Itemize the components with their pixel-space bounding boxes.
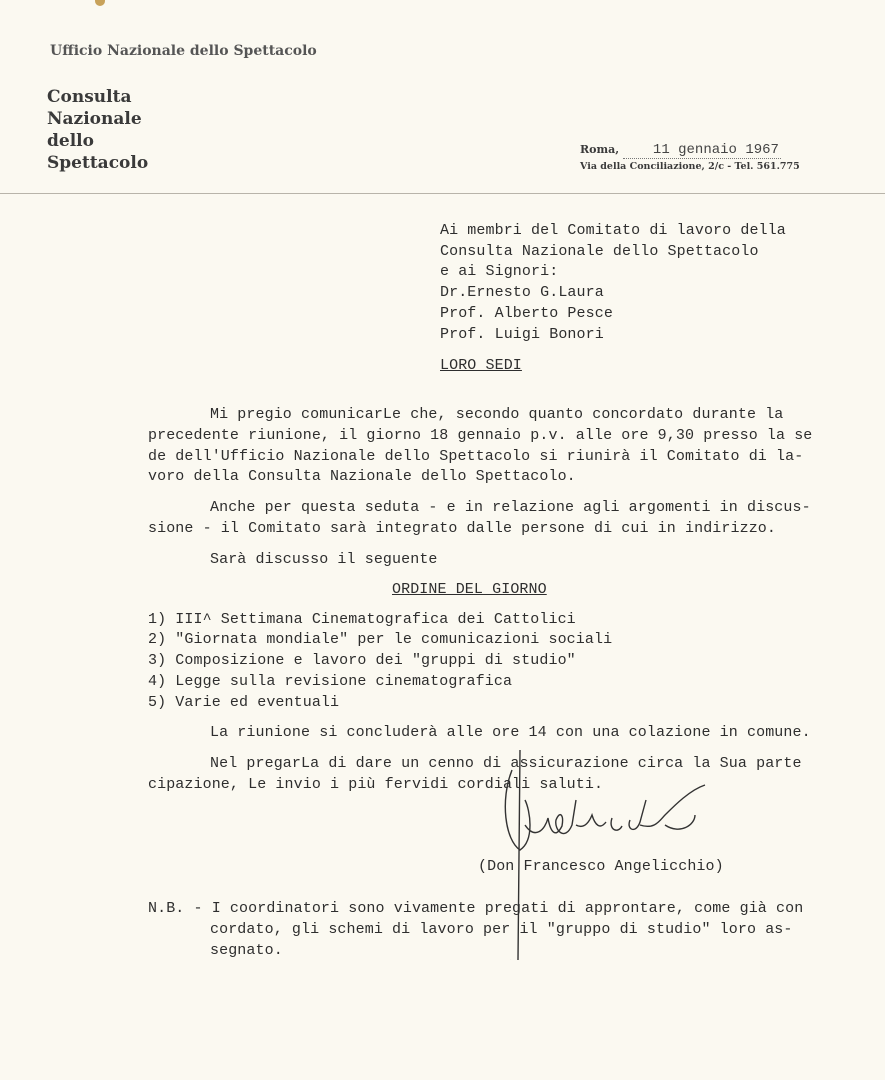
consulta-line: Spettacolo <box>47 153 149 173</box>
recipient-line: Prof. Alberto Pesce <box>440 305 613 322</box>
body-line: cipazione, Le invio i più fervidi cordiali saluti. <box>148 776 604 793</box>
body-line: Anche per questa seduta - e in relazione agli argomenti in discus- <box>210 499 811 516</box>
agenda-item: 1) III^ Settimana Cinematografica dei Cattolici <box>148 611 576 628</box>
body-line: La riunione si concluderà alle ore 14 con una colazione in comune. <box>210 724 811 741</box>
consulta-line: Nazionale <box>47 109 142 129</box>
recipient-line: Ai membri del Comitato di lavoro della <box>440 222 786 239</box>
paper-mark <box>95 0 105 6</box>
place-date <box>580 142 781 158</box>
agenda-item: 3) Composizione e lavoro dei "gruppi di studio" <box>148 652 576 669</box>
consulta-line: Consulta <box>47 87 132 107</box>
consulta-line: dello <box>47 131 94 151</box>
body-line: Mi pregio comunicarLe che, secondo quanto concordato durante la <box>210 406 784 423</box>
recipient-line: Prof. Luigi Bonori <box>440 326 604 343</box>
date: 11 gennaio 1967 <box>623 142 781 159</box>
agenda-item: 5) Varie ed eventuali <box>148 694 340 711</box>
letterhead-divider <box>0 193 885 194</box>
body-line: sione - il Comitato sarà integrato dalle persone di cui in indirizzo. <box>148 520 777 537</box>
agenda-item: 4) Legge sulla revisione cinematografica <box>148 673 513 690</box>
body-line: precedente riunione, il giorno 18 gennaio p.v. alle ore 9,30 presso la se <box>148 427 813 444</box>
office-name: Ufficio Nazionale dello Spettacolo <box>50 43 317 59</box>
body-line: voro della Consulta Nazionale dello Spettacolo. <box>148 468 576 485</box>
agenda-item: 2) "Giornata mondiale" per le comunicazioni sociali <box>148 631 613 648</box>
recipient-line: Consulta Nazionale dello Spettacolo <box>440 243 759 260</box>
body-line: Nel pregarLa di dare un cenno di assicurazione circa la Sua parte <box>210 755 802 772</box>
nb-line: N.B. - I coordinatori sono vivamente pregati di approntare, come già con <box>148 900 804 917</box>
nb-line: cordato, gli schemi di lavoro per il "gruppo di studio" loro as- <box>210 921 793 938</box>
body-line: Sarà discusso il seguente <box>210 551 438 568</box>
agenda-title: ORDINE DEL GIORNO <box>392 581 547 598</box>
body-line: de dell'Ufficio Nazionale dello Spettacolo si riunirà il Comitato di la- <box>148 448 804 465</box>
loro-sedi: LORO SEDI <box>440 357 522 374</box>
signatory-name: (Don Francesco Angelicchio) <box>478 858 724 875</box>
recipient-line: Dr.Ernesto G.Laura <box>440 284 604 301</box>
place: Roma, <box>580 143 620 156</box>
nb-line: segnato. <box>210 942 283 959</box>
recipient-line: e ai Signori: <box>440 263 559 280</box>
address: Via della Conciliazione, 2/c - Tel. 561.775 <box>580 161 800 172</box>
